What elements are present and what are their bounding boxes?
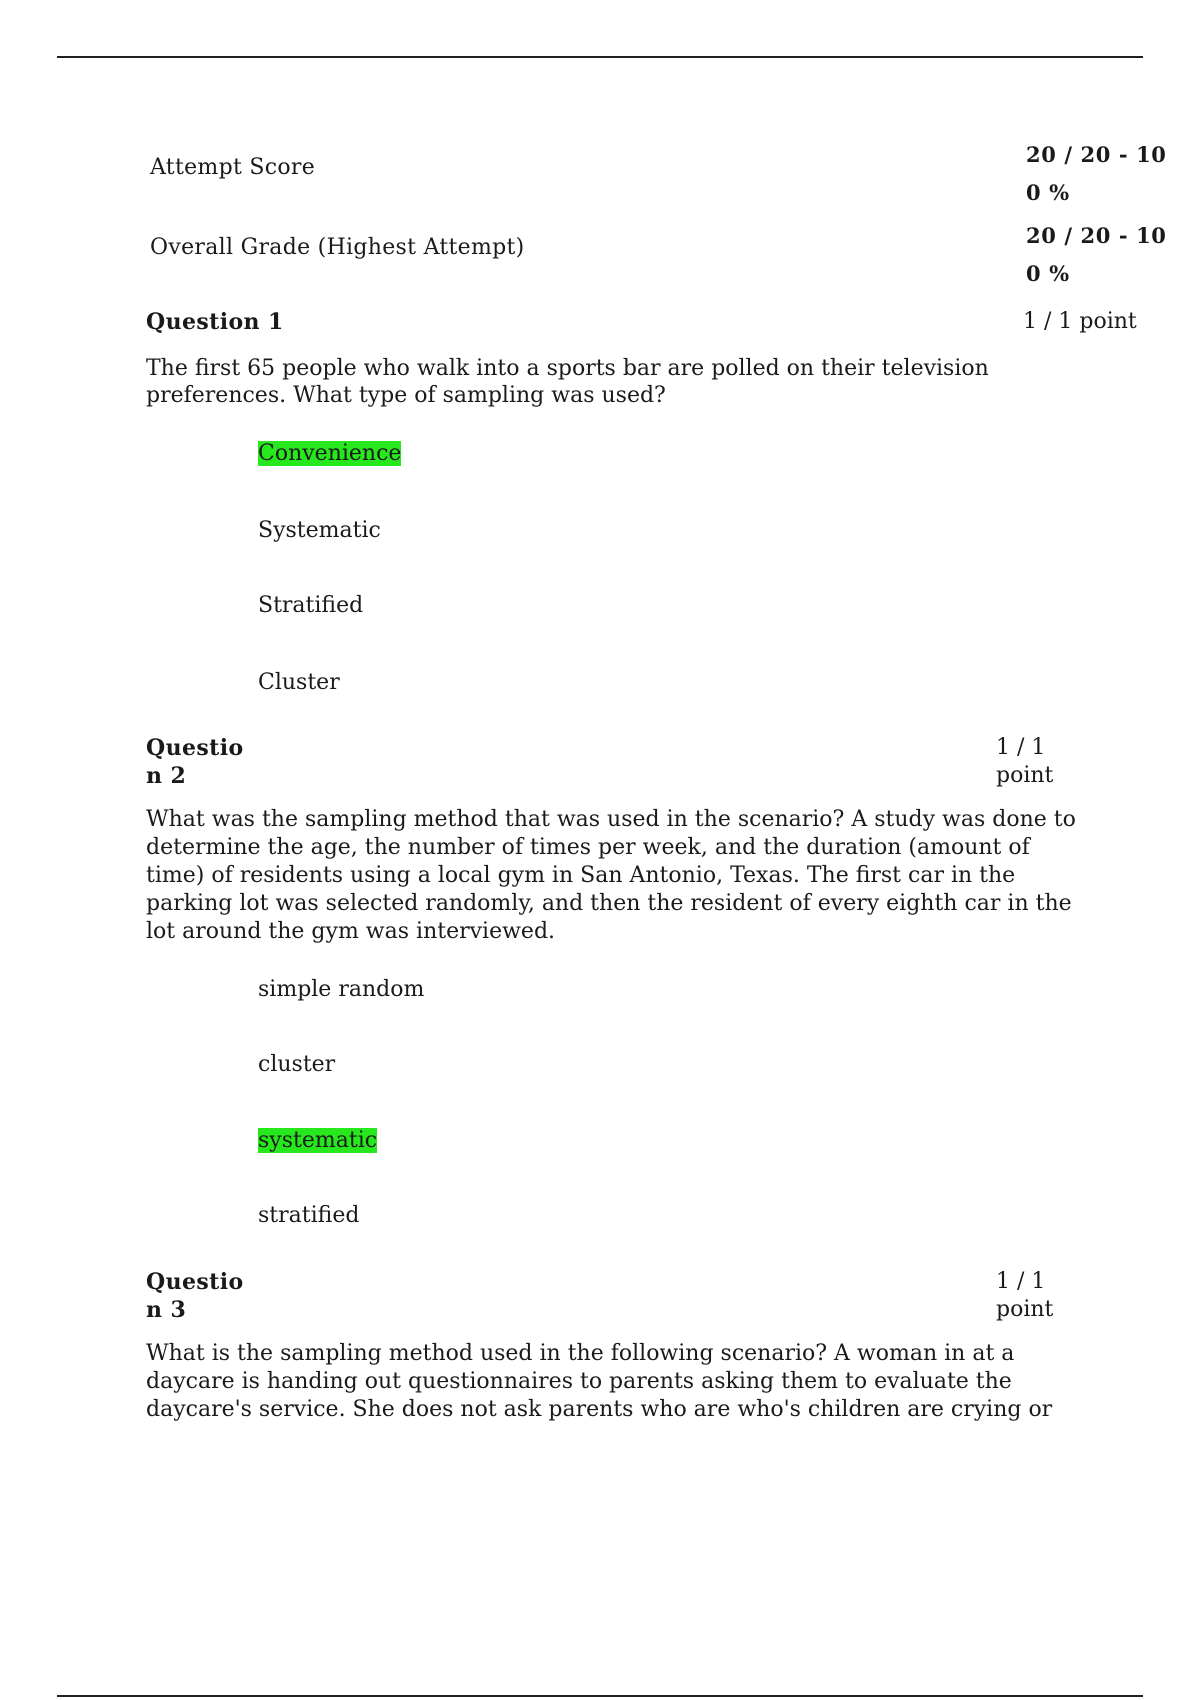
question-2-title: Questio n 2 [146, 735, 244, 789]
question-1-title: Question 1 [146, 309, 284, 335]
question-2-text: What was the sampling method that was used in the scenario? A study was done to determine the age, the number of times per week, and the duration (amount of time) of residents using a local gym in San Antonio, Texas. The first car in the parking lot was selected randomly, and then the resident of every eighth car in the lot around the gym was interviewed. [146, 807, 1076, 944]
question-1-points: 1 / 1 point [1023, 309, 1137, 334]
attempt-score-label: Attempt Score [150, 155, 316, 180]
question-1-text: The first 65 people who walk into a sports bar are polled on their television preferences. What type of sampling was used? [146, 356, 989, 408]
question-2-option-simple-random[interactable]: simple random [258, 977, 425, 1002]
question-3-title: Questio n 3 [146, 1269, 244, 1323]
question-1-option-systematic[interactable]: Systematic [258, 518, 381, 543]
question-1-option-cluster[interactable]: Cluster [258, 670, 340, 695]
question-2-option-systematic[interactable]: systematic [258, 1128, 378, 1153]
question-2-option-cluster[interactable]: cluster [258, 1052, 336, 1077]
question-2-option-stratified[interactable]: stratified [258, 1203, 360, 1228]
attempt-score-value: 20 / 20 - 10 0 % [1026, 142, 1167, 205]
top-rule [57, 56, 1143, 58]
question-2-points: 1 / 1 point [996, 735, 1054, 788]
overall-grade-value: 20 / 20 - 10 0 % [1026, 223, 1167, 286]
bottom-rule [57, 1695, 1143, 1697]
overall-grade-label: Overall Grade (Highest Attempt) [150, 235, 525, 260]
question-3-text: What is the sampling method used in the following scenario? A woman in at a daycare is handing out questionnaires to parents asking them to evaluate the daycare's service. She does not ask parents who are who's children are crying or [146, 1341, 1053, 1422]
question-3-points: 1 / 1 point [996, 1269, 1054, 1322]
question-1-option-convenience[interactable]: Convenience [258, 441, 402, 466]
question-1-option-stratified[interactable]: Stratified [258, 593, 364, 618]
